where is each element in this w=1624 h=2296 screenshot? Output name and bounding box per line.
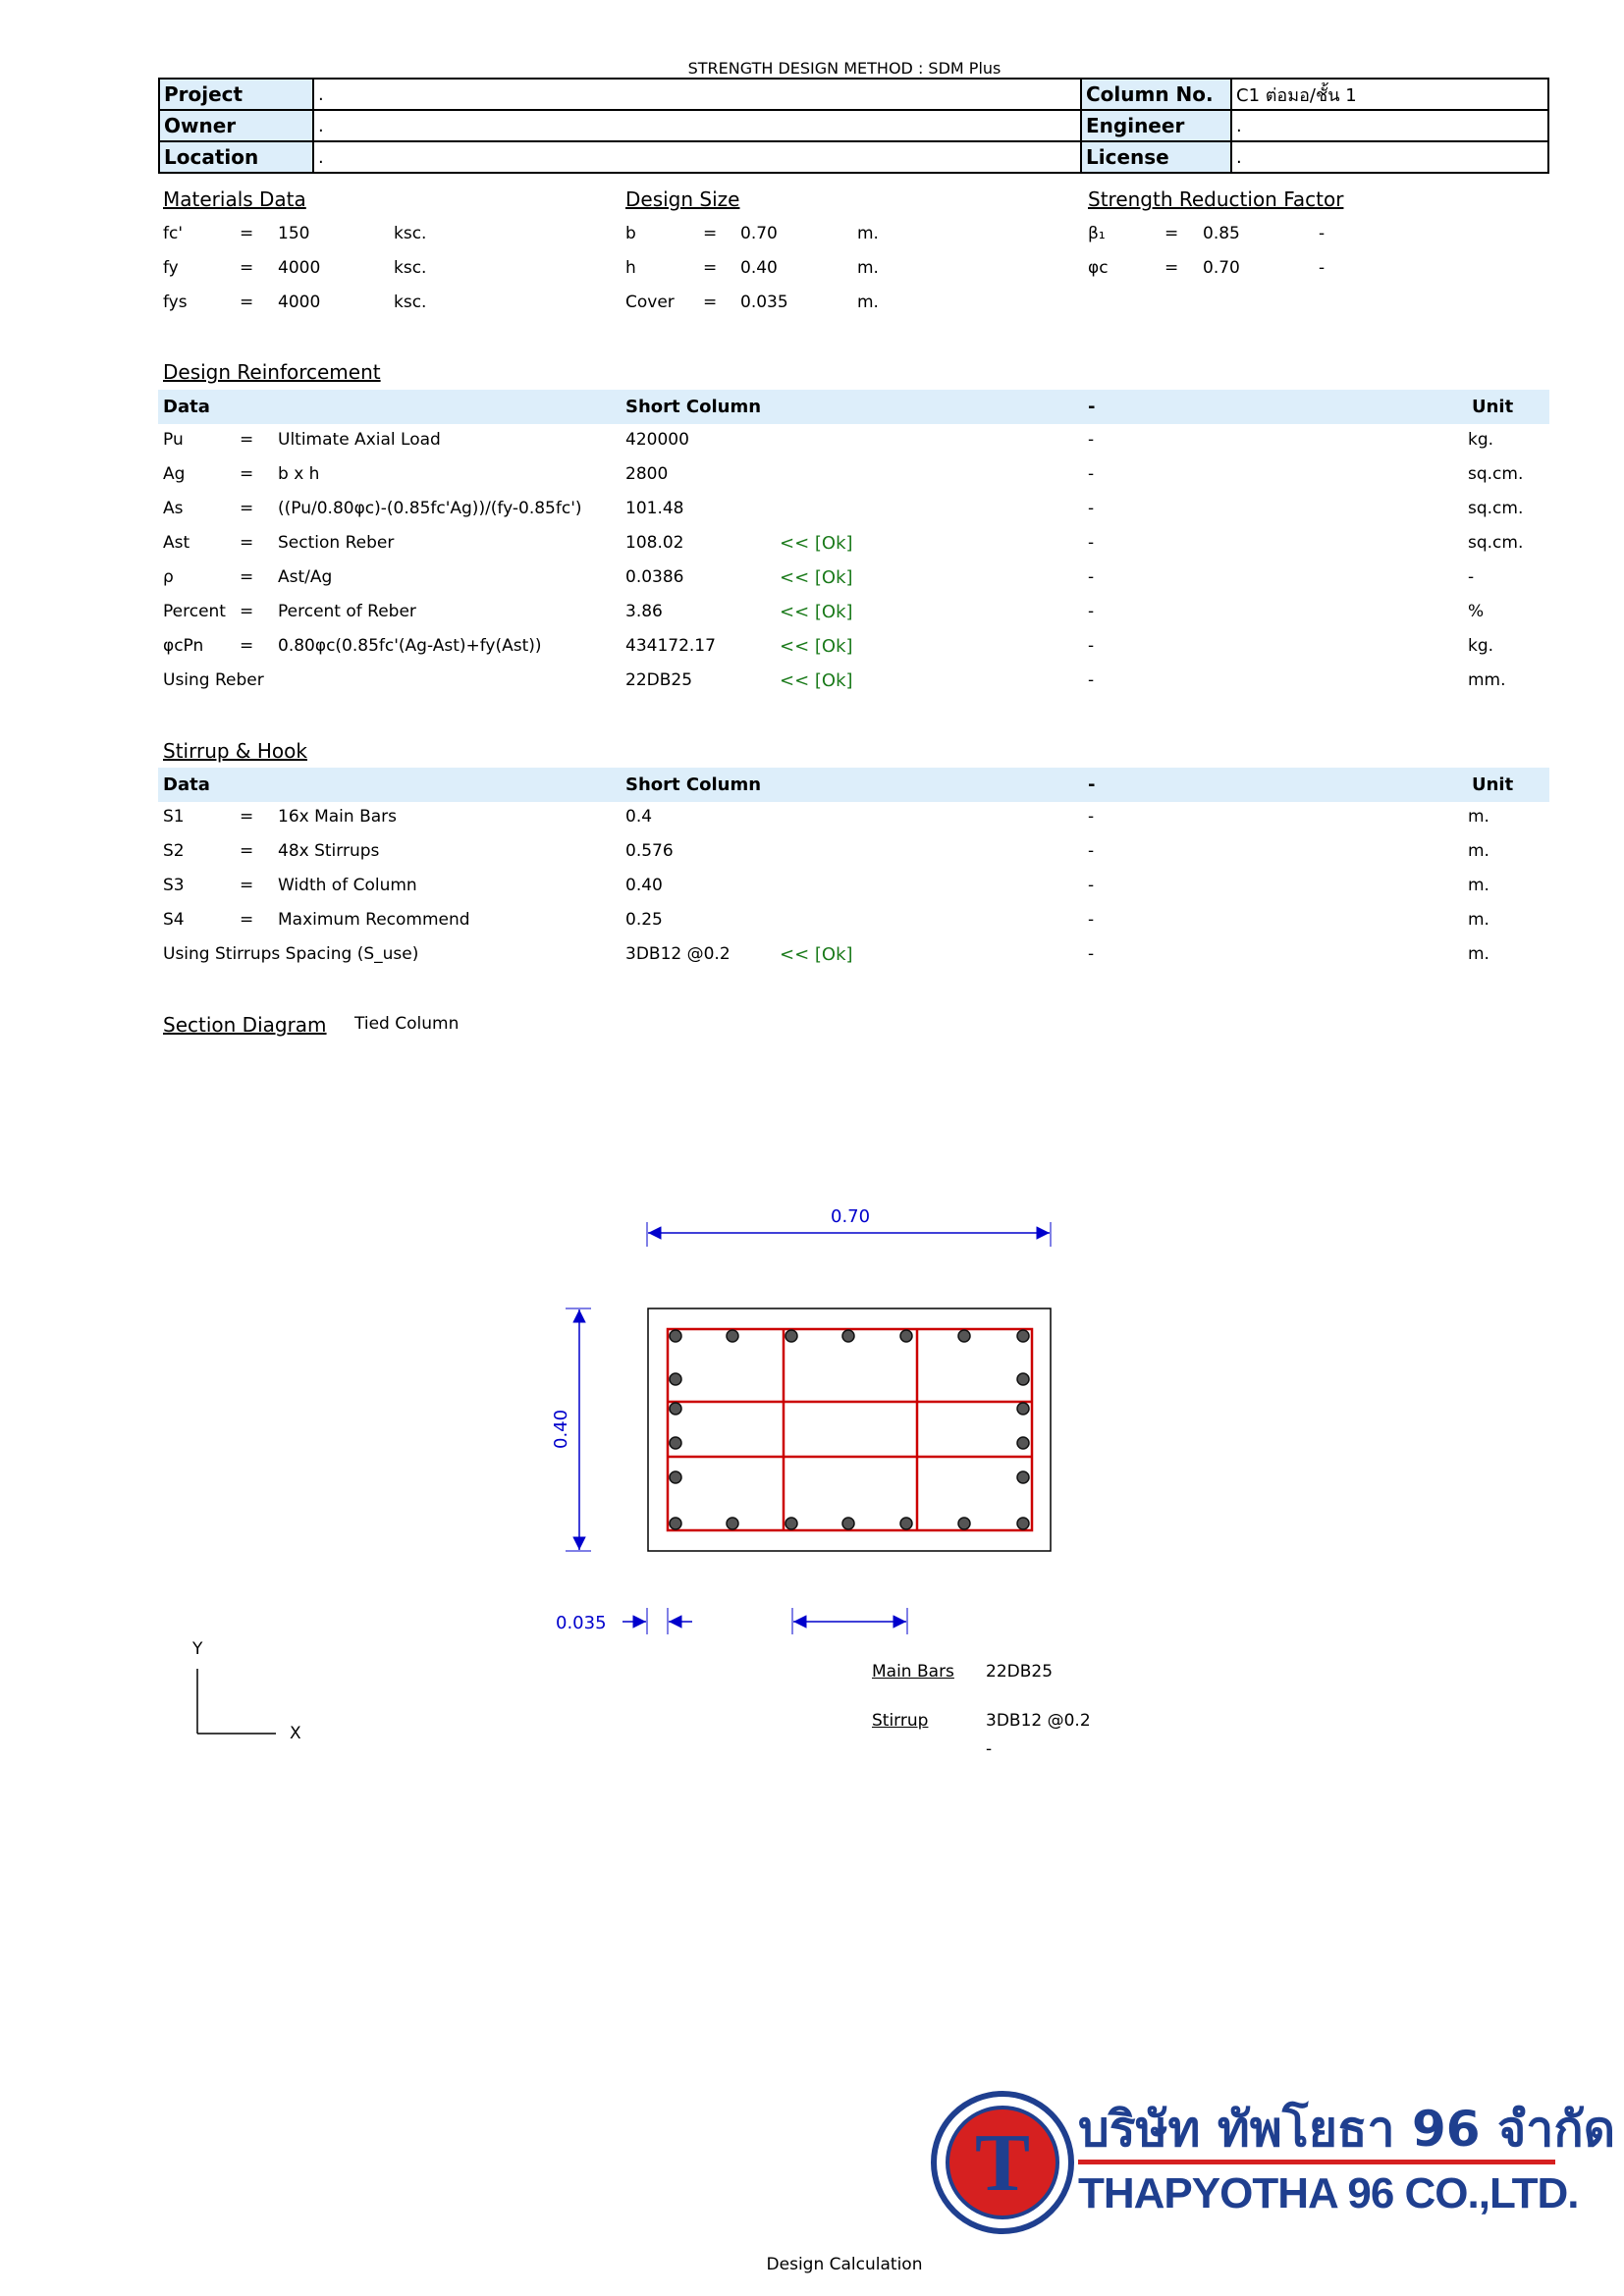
- reinforcement-ok: << [Ok]: [780, 602, 853, 622]
- column-type: Tied Column: [354, 1014, 460, 1034]
- stirrup-lines: [668, 1329, 1032, 1530]
- reinforcement-dash: -: [1088, 602, 1095, 621]
- main-bars-value: 22DB25: [986, 1662, 1054, 1682]
- reinforcement-eq: =: [240, 567, 254, 587]
- rebar-dot: [958, 1518, 970, 1529]
- column-label: Column No.: [1081, 79, 1231, 110]
- stirrup-desc: Width of Column: [278, 876, 417, 895]
- material-name: fc': [163, 224, 184, 243]
- size-eq: =: [703, 258, 718, 278]
- document-title: STRENGTH DESIGN METHOD : SDM Plus: [687, 59, 1001, 78]
- section-diagram-heading: Section Diagram: [163, 1013, 327, 1037]
- material-name: fys: [163, 293, 188, 312]
- axes: [197, 1669, 276, 1734]
- stirrup-dash: -: [1088, 944, 1095, 964]
- header-dash: -: [1088, 397, 1096, 417]
- reinforcement-dash: -: [1088, 670, 1095, 690]
- width-label: 0.70: [831, 1206, 871, 1227]
- column-value: C1 ต่อมอ/ชั้น 1: [1231, 79, 1548, 110]
- stirrup-dash: -: [1088, 910, 1095, 930]
- rebar-dot: [1017, 1330, 1029, 1342]
- location-label: Location: [159, 141, 313, 173]
- reinforcement-unit: kg.: [1468, 430, 1494, 450]
- stirrup-name: S2: [163, 841, 185, 861]
- reinforcement-name: Pu: [163, 430, 184, 450]
- spacing-dimension: [792, 1608, 907, 1634]
- material-unit: ksc.: [394, 293, 427, 312]
- header-unit: Unit: [1472, 397, 1514, 417]
- reduction-eq: =: [1164, 224, 1179, 243]
- stirrup-unit: m.: [1468, 944, 1489, 964]
- reinforcement-unit: sq.cm.: [1468, 533, 1524, 553]
- reinforcement-name: Percent: [163, 602, 226, 621]
- logo-letter: T: [974, 2117, 1031, 2209]
- stirrup-name: Using Stirrups Spacing (S_use): [163, 944, 419, 964]
- size-value: 0.40: [740, 258, 778, 278]
- reinforcement-name: φcPn: [163, 636, 204, 656]
- location-value: .: [313, 141, 1081, 173]
- header-unit: Unit: [1472, 774, 1514, 795]
- stirrup-value: 0.25: [625, 910, 663, 930]
- reduction-name: φc: [1088, 258, 1109, 278]
- stirrup-name: S4: [163, 910, 185, 930]
- cover-label: 0.035: [556, 1613, 607, 1633]
- rebar-dot: [958, 1330, 970, 1342]
- logo-underline: [1078, 2160, 1555, 2164]
- concrete-outline: [648, 1308, 1051, 1551]
- size-name: Cover: [625, 293, 675, 312]
- rebar-dot: [842, 1518, 854, 1529]
- stirrup-value: 3DB12 @0.2: [986, 1711, 1091, 1731]
- stirrup-ok: << [Ok]: [780, 944, 853, 965]
- rebar-dot: [1017, 1437, 1029, 1449]
- reinforcement-dash: -: [1088, 636, 1095, 656]
- stirrup-desc: 16x Main Bars: [278, 807, 398, 827]
- reduction-name: β₁: [1088, 224, 1106, 243]
- rebar-dot: [1017, 1518, 1029, 1529]
- size-eq: =: [703, 293, 718, 312]
- header-dash: -: [1088, 774, 1096, 795]
- reinforcement-value: 434172.17: [625, 636, 716, 656]
- engineer-value: .: [1231, 110, 1548, 141]
- rebar-dot: [900, 1518, 912, 1529]
- reinforcement-dash: -: [1088, 533, 1095, 553]
- stirrup-value: 0.576: [625, 841, 674, 861]
- rebar-dot: [727, 1518, 738, 1529]
- rebar-dot: [1017, 1373, 1029, 1385]
- main-bars: [670, 1330, 1029, 1529]
- stirrup-label: Stirrup: [872, 1711, 929, 1731]
- reinforcement-desc: 0.80φc(0.85fc'(Ag-Ast)+fy(Ast)): [278, 636, 542, 656]
- reinforcement-value: 2800: [625, 464, 669, 484]
- reinforcement-eq: =: [240, 430, 254, 450]
- rebar-dot: [670, 1330, 681, 1342]
- rebar-dot: [1017, 1471, 1029, 1483]
- stirrup-value: 0.4: [625, 807, 653, 827]
- reinforcement-desc: b x h: [278, 464, 320, 484]
- engineer-label: Engineer: [1081, 110, 1231, 141]
- stirrup-dash: -: [1088, 807, 1095, 827]
- logo-english-name: THAPYOTHA 96 CO.,LTD.: [1078, 2169, 1579, 2217]
- reinforcement-value: 420000: [625, 430, 689, 450]
- header-short-column: Short Column: [625, 397, 762, 417]
- material-eq: =: [240, 224, 254, 243]
- rebar-dot: [785, 1518, 797, 1529]
- logo-emblem: [929, 2089, 1076, 2236]
- reduction-eq: =: [1164, 258, 1179, 278]
- stirrup-dash: -: [1088, 876, 1095, 895]
- height-label: 0.40: [551, 1409, 571, 1449]
- reinforcement-name: ρ: [163, 567, 174, 587]
- stirrup-value: 0.40: [625, 876, 663, 895]
- stirrup-dash: -: [1088, 841, 1095, 861]
- license-value: .: [1231, 141, 1548, 173]
- material-eq: =: [240, 258, 254, 278]
- stirrup-desc: 48x Stirrups: [278, 841, 380, 861]
- stirrup-value: 3DB12 @0.2: [625, 944, 731, 964]
- rebar-dot: [727, 1330, 738, 1342]
- material-unit: ksc.: [394, 224, 427, 243]
- rebar-dot: [670, 1471, 681, 1483]
- project-value: .: [313, 79, 1081, 110]
- reinforcement-ok: << [Ok]: [780, 567, 853, 588]
- reinforcement-eq: =: [240, 464, 254, 484]
- cover-dimension: [623, 1608, 692, 1634]
- material-name: fy: [163, 258, 179, 278]
- size-value: 0.035: [740, 293, 788, 312]
- reinforcement-eq: =: [240, 499, 254, 518]
- reinforcement-desc: ((Pu/0.80φc)-(0.85fc'Ag))/(fy-0.85fc'): [278, 499, 582, 518]
- size-unit: m.: [857, 293, 879, 312]
- reduction-value: 0.85: [1203, 224, 1240, 243]
- header-data: Data: [163, 397, 210, 417]
- size-unit: m.: [857, 258, 879, 278]
- stirrup-eq: =: [240, 841, 254, 861]
- company-logo: [917, 2081, 1616, 2243]
- main-bars-label: Main Bars: [872, 1662, 954, 1682]
- stirrup-unit: m.: [1468, 807, 1489, 827]
- reinforcement-name: As: [163, 499, 184, 518]
- reinforcement-unit: sq.cm.: [1468, 499, 1524, 518]
- reduction-unit: -: [1319, 224, 1326, 243]
- rebar-dot: [670, 1373, 681, 1385]
- rebar-dot: [785, 1330, 797, 1342]
- stirrup-eq: =: [240, 876, 254, 895]
- reinforcement-dash: -: [1088, 567, 1095, 587]
- stirrup-eq: =: [240, 910, 254, 930]
- reinforcement-value: 0.0386: [625, 567, 684, 587]
- reinforcement-dash: -: [1088, 499, 1095, 518]
- reinforcement-ok: << [Ok]: [780, 636, 853, 657]
- reinforcement-ok: << [Ok]: [780, 670, 853, 691]
- reinforcement-desc: Section Reber: [278, 533, 395, 553]
- reinforcement-value: 101.48: [625, 499, 684, 518]
- reinforcement-unit: kg.: [1468, 636, 1494, 656]
- reinforcement-eq: =: [240, 636, 254, 656]
- reinforcement-unit: %: [1468, 602, 1485, 621]
- rebar-dot: [670, 1437, 681, 1449]
- reinforcement-value: 108.02: [625, 533, 684, 553]
- rebar-dot: [900, 1330, 912, 1342]
- design-size-heading: Design Size: [625, 187, 740, 211]
- stirrup-heading: Stirrup & Hook: [163, 739, 307, 763]
- reinforcement-ok: << [Ok]: [780, 533, 853, 554]
- rebar-dot: [1017, 1403, 1029, 1415]
- reinforcement-unit: mm.: [1468, 670, 1506, 690]
- stirrup-unit: m.: [1468, 910, 1489, 930]
- size-value: 0.70: [740, 224, 778, 243]
- size-eq: =: [703, 224, 718, 243]
- reinforcement-name: Ag: [163, 464, 186, 484]
- stirrup-name: S3: [163, 876, 185, 895]
- reinforcement-value: 22DB25: [625, 670, 693, 690]
- reinforcement-dash: -: [1088, 464, 1095, 484]
- reinforcement-desc: Percent of Reber: [278, 602, 416, 621]
- stirrup-unit: m.: [1468, 841, 1489, 861]
- stirrup-desc: Maximum Recommend: [278, 910, 470, 930]
- size-name: b: [625, 224, 636, 243]
- logo-thai-name: บริษัท ทัพโยธา 96 จำกัด: [1078, 2101, 1616, 2158]
- material-value: 4000: [278, 293, 321, 312]
- reinforcement-name: Ast: [163, 533, 190, 553]
- owner-value: .: [313, 110, 1081, 141]
- rebar-dot: [670, 1518, 681, 1529]
- reinforcement-unit: -: [1468, 567, 1475, 587]
- reinforcement-heading: Design Reinforcement: [163, 360, 381, 384]
- reinforcement-value: 3.86: [625, 602, 663, 621]
- reinforcement-unit: sq.cm.: [1468, 464, 1524, 484]
- reinforcement-eq: =: [240, 533, 254, 553]
- axis-y-label: Y: [192, 1639, 203, 1659]
- reduction-unit: -: [1319, 258, 1326, 278]
- rebar-dot: [842, 1330, 854, 1342]
- reinforcement-desc: Ultimate Axial Load: [278, 430, 441, 450]
- material-unit: ksc.: [394, 258, 427, 278]
- size-unit: m.: [857, 224, 879, 243]
- materials-heading: Materials Data: [163, 187, 306, 211]
- owner-label: Owner: [159, 110, 313, 141]
- stirrup-name: S1: [163, 807, 185, 827]
- stirrup-extra: -: [986, 1739, 993, 1759]
- header-data: Data: [163, 774, 210, 795]
- axis-x-label: X: [290, 1724, 301, 1743]
- project-label: Project: [159, 79, 313, 110]
- material-eq: =: [240, 293, 254, 312]
- material-value: 150: [278, 224, 310, 243]
- reduction-value: 0.70: [1203, 258, 1240, 278]
- footer-text: Design Calculation: [766, 2255, 923, 2274]
- size-name: h: [625, 258, 636, 278]
- header-short-column: Short Column: [625, 774, 762, 795]
- reinforcement-name: Using Reber: [163, 670, 264, 690]
- reinforcement-dash: -: [1088, 430, 1095, 450]
- material-value: 4000: [278, 258, 321, 278]
- stirrup-eq: =: [240, 807, 254, 827]
- rebar-dot: [670, 1403, 681, 1415]
- reinforcement-desc: Ast/Ag: [278, 567, 333, 587]
- stirrup-unit: m.: [1468, 876, 1489, 895]
- reduction-heading: Strength Reduction Factor: [1088, 187, 1344, 211]
- license-label: License: [1081, 141, 1231, 173]
- reinforcement-eq: =: [240, 602, 254, 621]
